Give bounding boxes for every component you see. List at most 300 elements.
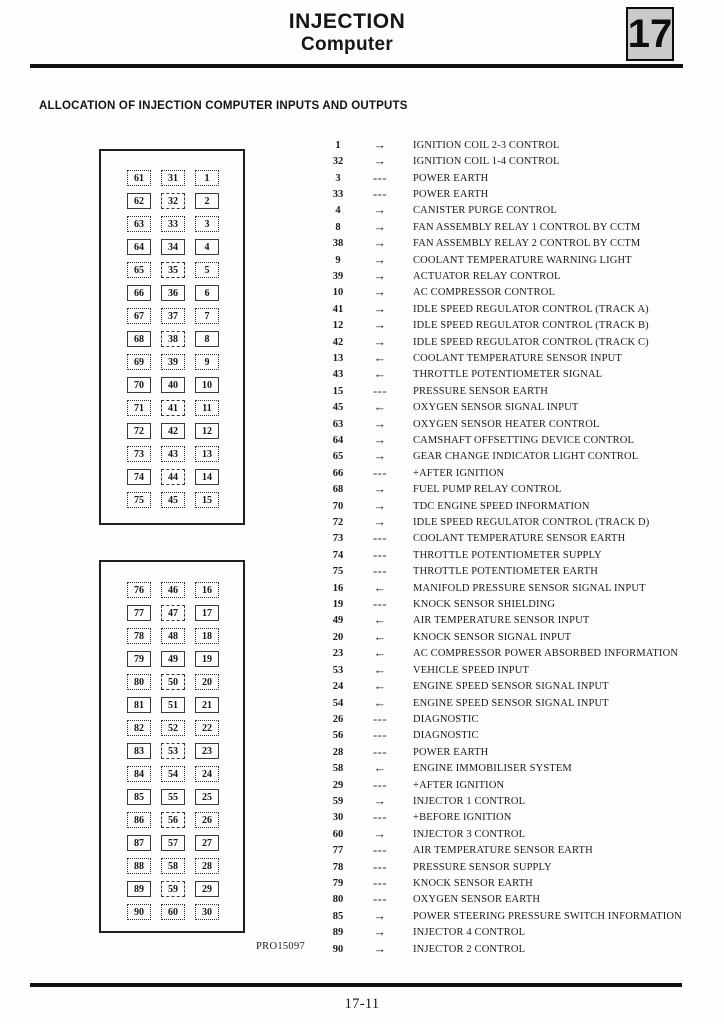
pin-row [325,482,721,498]
pin-row [325,252,721,268]
pin-description: VEHICLE SPEED INPUT [413,664,530,676]
connector-pin-cell: 86 [127,812,151,828]
connector-pin-cell: 19 [195,651,219,667]
connector-row [127,193,243,209]
connector-pin-cell: 55 [161,789,185,805]
pin-number: 70 [332,500,344,512]
pin-number: 24 [332,681,344,693]
pin-row [325,695,721,711]
connector-pin-cell: 32 [161,193,185,209]
connector-pin-cell: 60 [161,904,185,920]
connector-row [127,605,243,621]
connector-pin-cell: 80 [127,674,151,690]
connector-pin-cell: 58 [161,858,185,874]
connector-pin-cell: 69 [127,354,151,370]
pin-direction-arrow: ← [373,695,387,710]
pin-row [325,334,721,350]
pin-number: 65 [332,451,344,463]
pin-number: 58 [332,763,344,775]
connector-row [127,835,243,851]
pin-number: 33 [332,188,344,200]
pin-description: KNOCK SENSOR SHIELDING [413,599,556,611]
section-number-box: 17 [626,7,674,61]
connector-pin-cell: 56 [161,812,185,828]
connector-pin-cell: 1 [195,170,219,186]
connector-pin-cell: 77 [127,605,151,621]
connector-row [127,492,243,508]
pin-row [325,317,721,333]
connector-pin-cell: 40 [161,377,185,393]
pin-row [325,465,721,481]
pin-description: OXYGEN SENSOR SIGNAL INPUT [413,402,579,414]
pin-number: 10 [332,287,344,299]
pin-description: COOLANT TEMPERATURE WARNING LIGHT [413,254,632,266]
connector-pin-cell: 70 [127,377,151,393]
pin-direction-arrow: --- [373,186,387,201]
connector-pin-cell: 81 [127,697,151,713]
pin-row [325,646,721,662]
pin-number: 8 [335,221,341,233]
pin-number: 53 [332,664,344,676]
connector-row [127,858,243,874]
connector-pin-cell: 14 [195,469,219,485]
pin-direction-arrow: --- [373,728,387,743]
connector-pin-cell: 23 [195,743,219,759]
pin-direction-arrow: → [373,203,387,218]
connector-row [127,170,243,186]
connector-pin-cell: 54 [161,766,185,782]
connector-row [127,400,243,416]
connector-pin-cell: 4 [195,239,219,255]
pin-number: 19 [332,599,344,611]
connector-pin-cell: 48 [161,628,185,644]
connector-pin-cell: 64 [127,239,151,255]
pin-description: IDLE SPEED REGULATOR CONTROL (TRACK B) [413,320,649,332]
pin-number: 73 [332,533,344,545]
pin-description: PRESSURE SENSOR EARTH [413,385,548,397]
pin-number: 77 [332,845,344,857]
pin-number: 60 [332,828,344,840]
pin-description: AIR TEMPERATURE SENSOR EARTH [413,845,593,857]
pin-number: 66 [332,467,344,479]
pin-direction-arrow: → [373,252,387,267]
pin-direction-arrow: → [373,334,387,349]
pin-row [325,678,721,694]
pin-number: 13 [332,352,344,364]
connector-row [127,308,243,324]
pin-direction-arrow: --- [373,810,387,825]
connector-pin-cell: 42 [161,423,185,439]
pin-row [325,580,721,596]
connector-row [127,354,243,370]
pin-description: POWER EARTH [413,172,489,184]
connector-pin-cell: 66 [127,285,151,301]
pin-description: AC COMPRESSOR CONTROL [413,287,556,299]
pin-row [325,153,721,169]
pin-description: IGNITION COIL 2-3 CONTROL [413,139,560,151]
connector-block-upper [99,149,245,525]
pin-row [325,498,721,514]
connector-row [127,881,243,897]
pin-number: 32 [332,156,344,168]
pin-number: 41 [332,303,344,315]
pin-number: 42 [332,336,344,348]
pin-direction-arrow: ← [373,646,387,661]
pin-description: KNOCK SENSOR SIGNAL INPUT [413,631,572,643]
pin-description: THROTTLE POTENTIOMETER SIGNAL [413,369,603,381]
connector-row [127,651,243,667]
connector-pin-cell: 89 [127,881,151,897]
figure-reference-label: PRO15097 [256,941,306,952]
pin-direction-arrow: → [373,154,387,169]
connector-row [127,262,243,278]
connector-pin-cell: 43 [161,446,185,462]
pin-row [325,350,721,366]
connector-pin-cell: 57 [161,835,185,851]
pin-description: GEAR CHANGE INDICATOR LIGHT CONTROL [413,451,639,463]
pin-number: 85 [332,910,344,922]
pin-row [325,613,721,629]
pin-description: ACTUATOR RELAY CONTROL [413,270,561,282]
pin-direction-arrow: --- [373,465,387,480]
connector-pin-cell: 71 [127,400,151,416]
connector-pin-cell: 13 [195,446,219,462]
connector-pin-cell: 41 [161,400,185,416]
pin-description: IDLE SPEED REGULATOR CONTROL (TRACK C) [413,336,649,348]
pin-description: AC COMPRESSOR POWER ABSORBED INFORMATION [413,648,679,660]
pin-direction-arrow: → [373,301,387,316]
pin-row [325,137,721,153]
pin-description: KNOCK SENSOR EARTH [413,877,533,889]
pin-row [325,285,721,301]
connector-pin-cell: 3 [195,216,219,232]
pin-description: PRESSURE SENSOR SUPPLY [413,861,552,873]
pin-row [325,826,721,842]
connector-pin-cell: 44 [161,469,185,485]
pin-description: POWER STEERING PRESSURE SWITCH INFORMATION [413,910,682,922]
connector-pin-cell: 79 [127,651,151,667]
pin-row [325,564,721,580]
pin-row [325,941,721,957]
connector-pin-cell: 45 [161,492,185,508]
pin-direction-arrow: → [373,318,387,333]
pin-number: 23 [332,648,344,660]
pin-row [325,875,721,891]
pin-number: 90 [332,943,344,955]
connector-pin-cell: 63 [127,216,151,232]
pin-description: MANIFOLD PRESSURE SENSOR SIGNAL INPUT [413,582,646,594]
connector-pin-cell: 72 [127,423,151,439]
connector-pin-cell: 5 [195,262,219,278]
pin-description: FAN ASSEMBLY RELAY 2 CONTROL BY CCTM [413,238,641,250]
connector-pin-cell: 46 [161,582,185,598]
connector-pin-cell: 10 [195,377,219,393]
pin-description: FAN ASSEMBLY RELAY 1 CONTROL BY CCTM [413,221,641,233]
pin-number: 64 [332,435,344,447]
pin-description: +AFTER IGNITION [413,779,505,791]
pin-row [325,629,721,645]
connector-pin-cell: 53 [161,743,185,759]
pin-number: 56 [332,730,344,742]
connector-pin-cell: 33 [161,216,185,232]
pin-row [325,432,721,448]
pin-number: 79 [332,877,344,889]
connector-pin-cell: 47 [161,605,185,621]
page-number: 17-11 [344,996,380,1012]
pin-description: DIAGNOSTIC [413,730,479,742]
pin-row [325,449,721,465]
pin-row [325,810,721,826]
connector-pin-cell: 87 [127,835,151,851]
pin-number: 12 [332,320,344,332]
header-rule [30,64,683,68]
connector-pin-cell: 15 [195,492,219,508]
pin-direction-arrow: → [373,219,387,234]
pin-description: AIR TEMPERATURE SENSOR INPUT [413,615,590,627]
pin-number: 59 [332,795,344,807]
pin-direction-arrow: ← [373,350,387,365]
connector-row [127,216,243,232]
pin-direction-arrow: ← [373,629,387,644]
pin-row [325,367,721,383]
connector-row [127,766,243,782]
connector-row [127,446,243,462]
pin-row [325,925,721,941]
connector-row [127,674,243,690]
connector-pin-cell: 52 [161,720,185,736]
connector-pin-cell: 39 [161,354,185,370]
connector-pin-cell: 62 [127,193,151,209]
connector-pin-cell: 65 [127,262,151,278]
pin-direction-arrow: → [373,908,387,923]
connector-pin-cell: 2 [195,193,219,209]
connector-pin-cell: 50 [161,674,185,690]
connector-row [127,628,243,644]
pin-description: CANISTER PURGE CONTROL [413,205,557,217]
connector-row [127,697,243,713]
connector-pin-cell: 16 [195,582,219,598]
connector-pin-cell: 31 [161,170,185,186]
pin-direction-arrow: → [373,826,387,841]
connector-pin-cell: 25 [195,789,219,805]
pin-description: +AFTER IGNITION [413,467,505,479]
pin-direction-arrow: --- [373,597,387,612]
pin-number: 80 [332,894,344,906]
pin-number: 72 [332,517,344,529]
pin-direction-arrow: --- [373,531,387,546]
pin-row [325,219,721,235]
connector-row [127,469,243,485]
connector-pin-cell: 67 [127,308,151,324]
pin-row [325,859,721,875]
connector-row [127,423,243,439]
pin-number: 39 [332,270,344,282]
pin-row [325,662,721,678]
title-line-1: INJECTION [288,10,406,33]
connector-row [127,720,243,736]
connector-pin-cell: 30 [195,904,219,920]
pin-direction-arrow: → [373,236,387,251]
title-line-2: Computer [300,34,394,55]
pin-description: DIAGNOSTIC [413,713,479,725]
pin-direction-arrow: ← [373,400,387,415]
pin-number: 4 [335,205,341,217]
pin-description: CAMSHAFT OFFSETTING DEVICE CONTROL [413,435,635,447]
pin-row [325,728,721,744]
pin-direction-arrow: → [373,285,387,300]
pin-description: INJECTOR 3 CONTROL [413,828,526,840]
pin-row [325,531,721,547]
pin-description: +BEFORE IGNITION [413,812,512,824]
page-title [0,10,694,56]
connector-pin-cell: 85 [127,789,151,805]
pin-number: 29 [332,779,344,791]
pin-description: INJECTOR 4 CONTROL [413,927,526,939]
pin-description: THROTTLE POTENTIOMETER EARTH [413,566,598,578]
connector-row [127,904,243,920]
pin-description: ENGINE IMMOBILISER SYSTEM [413,763,572,775]
pin-description: IDLE SPEED REGULATOR CONTROL (TRACK A) [413,303,649,315]
connector-row [127,331,243,347]
pin-direction-arrow: → [373,498,387,513]
pin-direction-arrow: ← [373,761,387,776]
connector-row [127,582,243,598]
connector-pin-cell: 83 [127,743,151,759]
pin-description: INJECTOR 2 CONTROL [413,943,526,955]
pin-direction-arrow: → [373,137,387,152]
pin-number: 15 [332,385,344,397]
connector-row [127,285,243,301]
pin-direction-arrow: → [373,449,387,464]
pin-row [325,514,721,530]
pin-number: 16 [332,582,344,594]
pin-row [325,711,721,727]
pin-direction-arrow: → [373,482,387,497]
connector-pin-cell: 27 [195,835,219,851]
connector-pin-cell: 74 [127,469,151,485]
pin-number: 89 [332,927,344,939]
pin-row [325,416,721,432]
pin-number: 45 [332,402,344,414]
pin-direction-arrow: → [373,941,387,956]
connector-pin-cell: 59 [161,881,185,897]
connector-row [127,239,243,255]
pin-description: OXYGEN SENSOR HEATER CONTROL [413,418,600,430]
pin-row [325,596,721,612]
connector-row [127,789,243,805]
pin-number: 3 [335,172,341,184]
pin-row [325,383,721,399]
pin-description: ENGINE SPEED SENSOR SIGNAL INPUT [413,697,609,709]
pin-description: ENGINE SPEED SENSOR SIGNAL INPUT [413,681,609,693]
connector-pin-cell: 21 [195,697,219,713]
pin-description: INJECTOR 1 CONTROL [413,795,526,807]
connector-pin-cell: 26 [195,812,219,828]
pin-row [325,777,721,793]
pin-direction-arrow: → [373,416,387,431]
pin-direction-arrow: --- [373,547,387,562]
connector-pin-cell: 34 [161,239,185,255]
pin-direction-arrow: --- [373,711,387,726]
connector-pin-cell: 8 [195,331,219,347]
pin-description: TDC ENGINE SPEED INFORMATION [413,500,590,512]
pin-number: 20 [332,631,344,643]
connector-pin-cell: 29 [195,881,219,897]
connector-pin-cell: 51 [161,697,185,713]
pin-row [325,842,721,858]
pin-direction-arrow: --- [373,777,387,792]
pin-row [325,235,721,251]
pin-direction-arrow: ← [373,662,387,677]
connector-pin-cell: 36 [161,285,185,301]
connector-pin-cell: 68 [127,331,151,347]
pin-number: 28 [332,746,344,758]
pin-description: COOLANT TEMPERATURE SENSOR INPUT [413,352,622,364]
pin-direction-arrow: --- [373,859,387,874]
pin-direction-arrow: → [373,515,387,530]
pin-direction-arrow: → [373,268,387,283]
pin-description: FUEL PUMP RELAY CONTROL [413,484,562,496]
pin-row [325,892,721,908]
pin-number: 75 [332,566,344,578]
pin-direction-arrow: → [373,925,387,940]
connector-pin-cell: 11 [195,400,219,416]
connector-pin-cell: 18 [195,628,219,644]
pin-description: POWER EARTH [413,746,489,758]
pin-row [325,547,721,563]
connector-pin-cell: 88 [127,858,151,874]
connector-pin-cell: 24 [195,766,219,782]
connector-pin-cell: 38 [161,331,185,347]
pin-row [325,268,721,284]
pin-number: 43 [332,369,344,381]
pin-number: 54 [332,697,344,709]
pin-direction-arrow: --- [373,170,387,185]
pin-direction-arrow: → [373,433,387,448]
connector-row [127,377,243,393]
connector-row [127,743,243,759]
section-heading: ALLOCATION OF INJECTION COMPUTER INPUTS AND OUTPUTS [39,100,408,112]
connector-pin-cell: 49 [161,651,185,667]
pin-direction-arrow: --- [373,843,387,858]
pin-number: 1 [335,139,341,151]
pin-allocation-list [325,137,721,957]
connector-pin-cell: 73 [127,446,151,462]
connector-pin-cell: 7 [195,308,219,324]
pin-direction-arrow: ← [373,679,387,694]
pin-direction-arrow: → [373,793,387,808]
pin-direction-arrow: ← [373,367,387,382]
pin-description: IDLE SPEED REGULATOR CONTROL (TRACK D) [413,517,650,529]
connector-pin-cell: 22 [195,720,219,736]
pin-number: 30 [332,812,344,824]
pin-number: 74 [332,549,344,561]
connector-pin-cell: 76 [127,582,151,598]
connector-pin-cell: 28 [195,858,219,874]
pin-description: THROTTLE POTENTIOMETER SUPPLY [413,549,602,561]
pin-direction-arrow: ← [373,580,387,595]
pin-number: 49 [332,615,344,627]
connector-pin-cell: 20 [195,674,219,690]
pin-row [325,793,721,809]
connector-pin-cell: 82 [127,720,151,736]
pin-description: POWER EARTH [413,188,489,200]
pin-row [325,301,721,317]
pin-number: 9 [335,254,341,266]
connector-pin-cell: 84 [127,766,151,782]
connector-pin-cell: 90 [127,904,151,920]
footer-rule [30,983,682,987]
